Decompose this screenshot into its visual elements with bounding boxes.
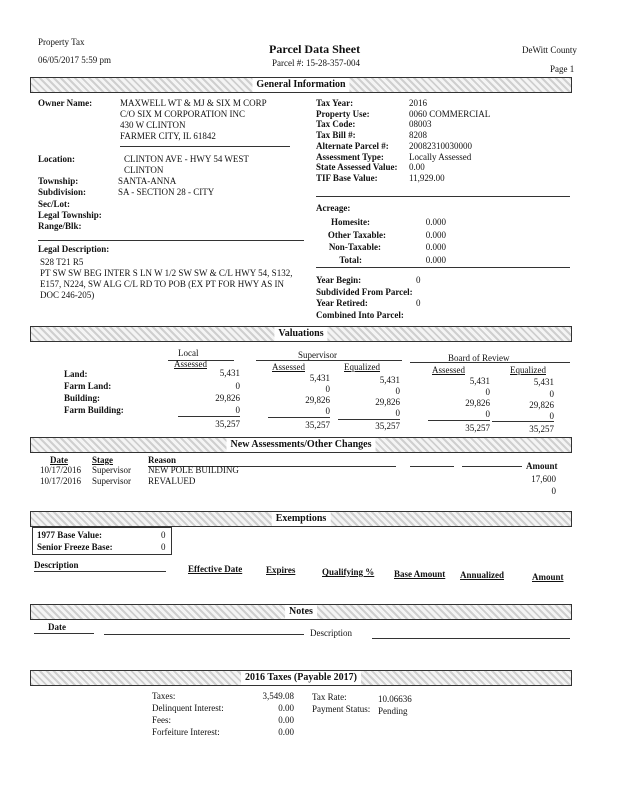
base-value-label: 1977 Base Value:: [37, 530, 103, 540]
location-line: CLINTON: [124, 165, 164, 175]
val-cell: 5,431: [469, 376, 490, 386]
payment-status: Pending: [378, 706, 408, 716]
legal-desc-line: DOC 246-205): [40, 290, 95, 300]
parcel-info-row: [316, 310, 421, 322]
notes-bar: [30, 604, 572, 620]
legal-township-label: Legal Township:: [38, 210, 102, 220]
changes-col-date: Date: [50, 455, 68, 465]
tax-rate-label: Tax Rate:: [312, 692, 347, 702]
val-cell: 0: [235, 405, 240, 415]
parcel-info-label: Year Begin:: [316, 275, 362, 285]
acreage-row-label: Total:: [339, 254, 362, 265]
freeze-label: Senior Freeze Base:: [37, 542, 113, 552]
tax-row-value: 3,549.08: [262, 691, 294, 701]
exempt-col-base-amount: Base Amount: [394, 569, 446, 579]
changes-col-stage: Stage: [92, 455, 113, 465]
acreage-row: [326, 229, 446, 242]
change-reason: REVALUED: [148, 476, 196, 486]
township-label: Township:: [38, 176, 79, 186]
val-cell: 5,431: [309, 373, 330, 383]
tax-info-label: Property Use:: [316, 108, 370, 119]
page-number: Page 1: [550, 64, 575, 74]
acreage-row-label: Non-Taxable:: [328, 242, 381, 252]
val-row-label: Land:: [64, 369, 88, 379]
val-cell: 5,431: [379, 375, 400, 385]
tax-row-label: Forfeiture Interest:: [152, 727, 220, 737]
tax-info-label: Tax Bill #:: [316, 130, 356, 141]
owner-line: C/O SIX M CORPORATION INC: [120, 109, 246, 119]
tax-info-row: [316, 98, 490, 109]
payment-status-label: Payment Status:: [312, 704, 371, 714]
val-total: 35,257: [305, 420, 330, 430]
val-total: 35,257: [375, 421, 400, 431]
parcel-info-label: Combined Into Parcel:: [316, 309, 404, 320]
tax-info-label: State Assessed Value:: [316, 162, 398, 173]
changes-col-reason: Reason: [148, 455, 177, 465]
owner-line: MAXWELL WT & MJ & SIX M CORP: [120, 98, 267, 108]
tax-row-label: Fees:: [152, 715, 171, 725]
tax-info-row: [316, 173, 490, 184]
range-blk-label: Range/Blk:: [38, 221, 82, 231]
divider: [120, 146, 290, 147]
val-cell: 0: [549, 411, 554, 421]
acreage-row-value: 0.000: [425, 242, 446, 252]
divider: [338, 419, 400, 420]
change-reason: NEW POLE BUILDING: [148, 465, 239, 475]
acreage-row-label: Homesite:: [331, 217, 370, 227]
acreage-row: [326, 216, 446, 229]
val-total: 35,257: [465, 423, 490, 433]
owner-line: FARMER CITY, IL 61842: [120, 131, 216, 141]
exempt-col-amount: Amount: [532, 572, 564, 582]
val-row-label: Farm Land:: [64, 381, 112, 391]
base-value: 0: [161, 530, 166, 540]
changes-bar: [30, 437, 572, 453]
acreage-row: [326, 241, 446, 254]
acreage-row: [326, 254, 446, 267]
notes-col-description: Description: [310, 628, 352, 638]
parcel-info-row: [316, 275, 421, 287]
val-cell: 5,431: [533, 377, 554, 387]
location-value: [124, 154, 249, 176]
group-supervisor: Supervisor: [298, 350, 337, 360]
tax-row: [152, 726, 294, 738]
val-cell: 0: [325, 406, 330, 416]
acreage-row-label: Other Taxable:: [327, 229, 386, 240]
tax-info-row: [316, 119, 490, 130]
group-local: Local: [178, 348, 199, 358]
tax-info-label: TIF Base Value:: [316, 172, 378, 183]
tax-info-value: 0.00: [409, 162, 425, 173]
val-cell: 0: [325, 384, 330, 394]
legal-desc-block: [40, 257, 292, 301]
divider: [410, 466, 454, 467]
exempt-col-description: Description: [34, 560, 79, 570]
county-name: DeWitt County: [522, 45, 577, 55]
divider: [428, 420, 490, 421]
report-datetime: 06/05/2017 5:59 pm: [38, 55, 112, 65]
taxes-block: [152, 690, 294, 738]
divider: [256, 360, 402, 361]
val-total: 35,257: [529, 424, 554, 434]
location-label: Location:: [38, 154, 75, 164]
acreage-block: [326, 216, 446, 266]
acreage-row-value: 0.000: [425, 229, 446, 240]
tax-info-label: Assessment Type:: [316, 151, 384, 162]
tax-info-value: 8208: [409, 130, 427, 141]
tax-info-value: Locally Assessed: [409, 151, 472, 162]
val-cell: 29,826: [465, 398, 490, 408]
parcel-info-row: [316, 287, 421, 299]
divider: [104, 634, 304, 635]
tax-info-row: [316, 109, 490, 120]
valuations-bar: [30, 326, 572, 342]
tax-row-value: 0.00: [278, 703, 294, 713]
change-amount: 0: [551, 486, 556, 496]
parcel-info-value: 0: [416, 275, 421, 285]
divider: [38, 240, 304, 241]
owner-line: 430 W CLINTON: [120, 120, 186, 130]
owner-block: [120, 98, 267, 142]
val-cell: 0: [485, 409, 490, 419]
changes-heading: New Assessments/Other Changes: [227, 438, 376, 452]
change-stage: Supervisor: [92, 465, 131, 475]
divider: [34, 571, 166, 572]
tax-row: [152, 702, 294, 714]
owner-label: Owner Name:: [38, 98, 93, 108]
val-cell: 0: [395, 408, 400, 418]
parcel-info-row: [316, 298, 421, 310]
exempt-col-qualifying: Qualifying %: [322, 567, 375, 577]
val-cell: 0: [485, 387, 490, 397]
tax-info-row: [316, 162, 490, 173]
taxes-heading: 2016 Taxes (Payable 2017): [241, 671, 361, 685]
parcel-info-label: Subdivided From Parcel:: [316, 286, 413, 297]
tax-info-block: [316, 98, 490, 184]
parcel-info-label: Year Retired:: [316, 298, 368, 308]
legal-desc-line: S28 T21 R5: [40, 257, 84, 267]
page-title: Parcel Data Sheet: [269, 42, 361, 56]
group-board: Board of Review: [448, 353, 510, 363]
val-cell: 29,826: [375, 397, 400, 407]
tax-row-value: 0.00: [278, 727, 294, 737]
exemptions-heading: Exemptions: [272, 512, 331, 526]
tax-row: [152, 690, 294, 702]
divider: [316, 196, 570, 197]
tax-info-row: [316, 141, 490, 152]
exempt-col-expires: Expires: [266, 565, 296, 575]
legal-desc-line: PT SW SW BEG INTER S LN W 1/2 SW SW & C/L HWY 54, S132,: [40, 268, 293, 278]
change-date: 10/17/2016: [40, 476, 82, 486]
tax-row-label: Taxes:: [152, 691, 176, 701]
val-cell: 29,826: [215, 393, 240, 403]
tax-info-label: Tax Code:: [316, 119, 356, 130]
base-values-box: [32, 527, 172, 555]
tax-info-row: [316, 130, 490, 141]
tax-info-value: 20082310030000: [409, 140, 472, 151]
divider: [492, 421, 554, 422]
notes-col-date: Date: [48, 622, 66, 632]
change-stage: Supervisor: [92, 476, 131, 486]
change-amount: 17,600: [531, 474, 556, 484]
col-local-assessed: Assessed: [174, 359, 207, 369]
val-cell: 0: [395, 386, 400, 396]
tax-rate: 10.06636: [378, 694, 412, 704]
acreage-label: Acreage:: [316, 203, 351, 213]
val-cell: 5,431: [219, 368, 240, 378]
general-info-bar: [30, 77, 572, 93]
val-cell: 29,826: [529, 400, 554, 410]
val-cell: 29,826: [305, 395, 330, 405]
tax-row-label: Delinquent Interest:: [152, 703, 224, 713]
general-info-heading: General Information: [252, 78, 349, 92]
tax-info-value: 2016: [409, 98, 427, 108]
divider: [410, 362, 570, 363]
freeze-value: 0: [161, 542, 166, 552]
val-cell: 0: [549, 389, 554, 399]
col-bor-assessed: Assessed: [432, 365, 465, 375]
tax-row: [152, 714, 294, 726]
col-bor-equalized: Equalized: [510, 365, 546, 375]
val-total: 35,257: [215, 419, 240, 429]
parcel-info-block: [316, 275, 421, 321]
tax-info-label: Alternate Parcel #:: [316, 140, 389, 151]
divider: [316, 267, 570, 268]
exemptions-bar: [30, 511, 572, 527]
tax-info-value: 0060 COMMERCIAL: [409, 108, 491, 119]
subdivision-label: Subdivision:: [38, 187, 87, 197]
tax-info-row: [316, 152, 490, 163]
tax-row-value: 0.00: [278, 715, 294, 725]
sec-lot-label: Sec/Lot:: [38, 199, 70, 209]
legal-desc-label: Legal Description:: [38, 244, 110, 254]
changes-col-amount: Amount: [526, 461, 558, 471]
acreage-row-value: 0.000: [425, 254, 446, 265]
valuations-heading: Valuations: [274, 327, 327, 341]
parcel-number: Parcel #: 15-28-357-004: [272, 58, 360, 68]
val-row-label: Building:: [64, 393, 101, 403]
divider: [268, 417, 330, 418]
divider: [178, 416, 240, 417]
township-value: SANTA-ANNA: [118, 176, 177, 186]
divider: [34, 633, 94, 634]
val-row-label: Farm Building:: [64, 405, 124, 415]
divider: [372, 638, 570, 639]
header-left-title: Property Tax: [38, 37, 85, 47]
val-cell: 0: [235, 381, 240, 391]
change-date: 10/17/2016: [40, 465, 82, 475]
subdivision-value: SA - SECTION 28 - CITY: [118, 187, 215, 197]
legal-desc-line: E157, N224, SW ALG C/L RD TO POB (EX PT FOR HWY AS IN: [40, 279, 284, 289]
parcel-info-value: 0: [416, 298, 421, 308]
exempt-col-effective: Effective Date: [188, 564, 243, 574]
taxes-bar: [30, 670, 572, 686]
tax-info-value: 08003: [409, 119, 432, 130]
exempt-col-annualized: Annualized: [460, 570, 505, 580]
notes-heading: Notes: [285, 605, 317, 619]
acreage-row-value: 0.000: [425, 217, 446, 227]
tax-info-label: Tax Year:: [316, 98, 354, 108]
col-sup-assessed: Assessed: [272, 362, 305, 372]
tax-info-value: 11,929.00: [409, 172, 445, 183]
col-sup-equalized: Equalized: [344, 362, 380, 372]
location-line: CLINTON AVE - HWY 54 WEST: [124, 154, 249, 164]
divider: [462, 466, 522, 467]
